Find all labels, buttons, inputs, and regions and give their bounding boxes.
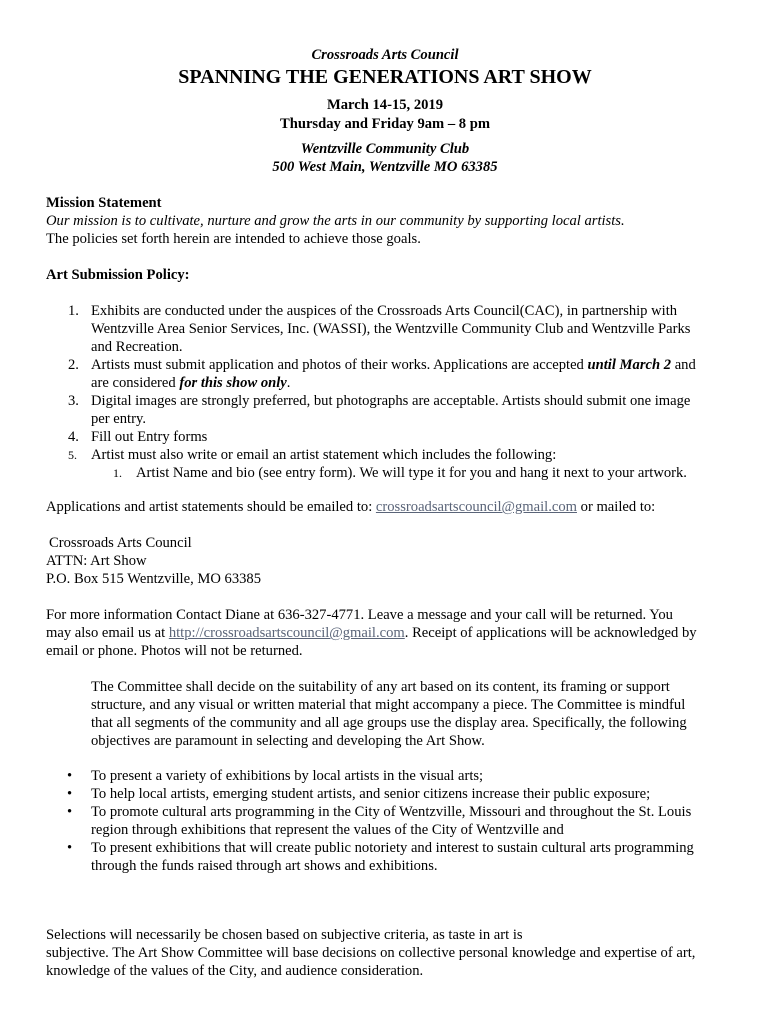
- org-name: Crossroads Arts Council: [311, 47, 459, 63]
- contact-paragraph: For more information Contact Diane at 636-327-4771. Leave a message and your call will be returned. You may also email us at http://crossroadsartscouncil@gmail.com. Receipt of applications will be acknowledged by email or phone. Photos will not be returned.: [46, 607, 697, 659]
- policy-subitem-1: 1. Artist Name and bio (see entry form). We will type it for you and hang it next to your artwork.: [113, 465, 687, 481]
- mailing-line-3: P.O. Box 515 Wentzville, MO 63385: [46, 571, 262, 587]
- mission-heading: Mission Statement: [46, 195, 162, 211]
- mailing-line-2: ATTN: Art Show: [46, 553, 147, 569]
- policy-subitem-number: 1.: [113, 466, 122, 480]
- objective-item: • To present a variety of exhibitions by local artists in the visual arts;: [67, 768, 484, 784]
- applications-text: Applications and artist statements should be emailed to: crossroadsartscouncil@gmail.com or mailed to:: [46, 499, 656, 515]
- event-address: 500 West Main, Wentzville MO 63385: [272, 159, 498, 175]
- bullet-icon: •: [67, 840, 73, 856]
- objective-item: • To present exhibitions that will create public notoriety and interest to sustain cultural arts programming through the funds raised through art shows and exhibitions.: [67, 840, 694, 874]
- objectives-list: [67, 767, 741, 875]
- policy-item-number: 4.: [68, 429, 79, 445]
- contact-email-link[interactable]: http://crossroadsartscouncil@gmail.com: [168, 625, 405, 641]
- policy-item-1: 1. Exhibits are conducted under the auspices of the Crossroads Arts Council(CAC), in partnership with Wentzville Area Senior Services, Inc. (WASSI), the Wentzville Community Club and Wentzville Parks and Recreation.: [68, 303, 691, 355]
- policy-item-number: 1.: [68, 303, 79, 319]
- policy-heading: Art Submission Policy:: [46, 267, 190, 283]
- event-dates: March 14-15, 2019: [326, 97, 444, 113]
- policy-item-5: 5. Artist must also write or email an artist statement which includes the following:: [68, 447, 557, 463]
- bullet-icon: •: [67, 768, 73, 784]
- mailing-line-1: Crossroads Arts Council: [49, 535, 192, 551]
- page-title: SPANNING THE GENERATIONS ART SHOW: [178, 66, 592, 88]
- objective-item: • To promote cultural arts programming in the City of Wentzville, Missouri and throughout the St. Louis region through exhibitions that represent the values of the City of Wentzville and: [67, 804, 692, 838]
- mission-statement: Our mission is to cultivate, nurture and grow the arts in our community by supporting local artists.: [46, 213, 625, 229]
- policy-item-4: 4. Fill out Entry forms: [68, 429, 208, 445]
- policy-item-2: 2. Artists must submit application and photos of their works. Applications are accepted until March 2 and are considered for this show only.: [68, 357, 696, 391]
- policy-item-3: 3. Digital images are strongly preferred, but photographs are acceptable. Artists should submit one image per entry.: [68, 393, 691, 427]
- email-link[interactable]: crossroadsartscouncil@gmail.com: [375, 499, 577, 515]
- policy-list: [68, 302, 731, 482]
- objective-item: • To help local artists, emerging student artists, and senior citizens increase their public exposure;: [67, 786, 651, 802]
- event-hours: Thursday and Friday 9am – 8 pm: [279, 116, 491, 132]
- selections-paragraph: Selections will necessarily be chosen based on subjective criteria, as taste in art is subjective. The Art Show Committee will base decisions on collective personal knowledge and expertise of art, knowledge of the values of the City, and audience consideration.: [46, 927, 696, 979]
- committee-paragraph: The Committee shall decide on the suitability of any art based on its content, its framing or support structure, and any visual or written material that might accompany a piece. The Committee is mindful that all segments of the community and all age groups use the display area. Specifically, the following objectives are paramount in selecting and developing the Art Show.: [91, 679, 687, 749]
- event-venue: Wentzville Community Club: [300, 141, 470, 157]
- deadline-text: until March 2: [587, 357, 672, 373]
- mission-policies: The policies set forth herein are intended to achieve those goals.: [46, 231, 421, 247]
- bullet-icon: •: [67, 804, 73, 820]
- show-only-text: for this show only: [179, 375, 287, 391]
- bullet-icon: •: [67, 786, 73, 802]
- policy-item-number: 5.: [68, 448, 77, 462]
- policy-item-number: 3.: [68, 393, 79, 409]
- policy-item-number: 2.: [68, 357, 79, 373]
